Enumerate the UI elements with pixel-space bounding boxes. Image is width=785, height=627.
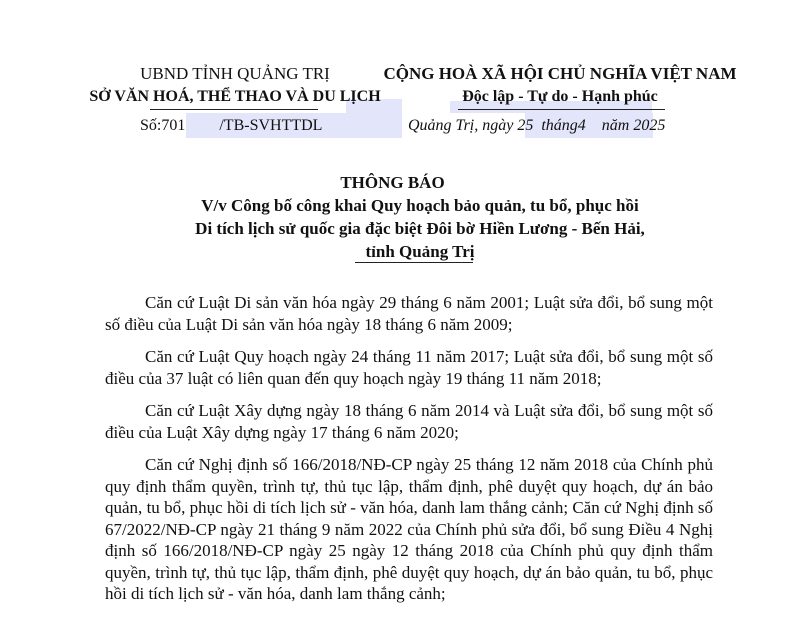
place-date bbox=[408, 117, 665, 135]
paragraph: Căn cứ Luật Di sản văn hóa ngày 29 tháng 6 năm 2001; Luật sửa đổi, bổ sung một số điều của Luật Di sản văn hóa ngày 18 tháng 6 năm 2009; bbox=[105, 293, 713, 334]
document-body bbox=[105, 292, 713, 605]
agency-underline bbox=[150, 109, 318, 110]
month-label: tháng bbox=[541, 117, 578, 134]
nation-name: CỘNG HOÀ XÃ HỘI CHỦ NGHĨA VIỆT NAM bbox=[383, 64, 737, 83]
document-number bbox=[140, 117, 322, 135]
date-year: 2025 bbox=[633, 117, 666, 134]
subject-line-3: tỉnh Quảng Trị bbox=[365, 242, 475, 261]
agency-parent: UBND TỈNH QUẢNG TRỊ bbox=[140, 64, 330, 83]
subject-line-2: Di tích lịch sử quốc gia đặc biệt Đôi bờ Hiền Lương - Bến Hải, bbox=[195, 219, 645, 238]
place-label: Quảng Trị, ngày bbox=[408, 117, 514, 134]
agency-name: SỞ VĂN HOÁ, THỂ THAO VÀ DU LỊCH bbox=[89, 88, 381, 105]
subject-line-1: V/v Công bố công khai Quy hoạch bảo quản, tu bổ, phục hồi bbox=[201, 196, 639, 215]
national-motto: Độc lập - Tự do - Hạnh phúc bbox=[462, 88, 658, 105]
title-underline bbox=[355, 262, 473, 263]
motto-underline bbox=[458, 109, 665, 110]
date-month: 4 bbox=[577, 117, 586, 134]
doc-number-suffix: /TB-SVHTTDL bbox=[219, 117, 323, 134]
doc-number-label: Số: bbox=[140, 117, 162, 134]
document-type: THÔNG BÁO bbox=[340, 173, 445, 192]
paragraph: Căn cứ Luật Xây dựng ngày 18 tháng 6 năm 2014 và Luật sửa đổi, bổ sung một số điều của Luật Xây dựng ngày 17 tháng 6 năm 2020; bbox=[105, 401, 713, 442]
paragraph: Căn cứ Nghị định số 166/2018/NĐ-CP ngày 25 tháng 12 năm 2018 của Chính phủ quy định thẩm quyền, trình tự, thủ tục lập, thẩm định, phê duyệt quy hoạch, dự án bảo quản, tu bổ, phục hồi di tích lịch sử - văn hóa, danh lam thắng cảnh; Căn cứ Nghị định số 67/2022/NĐ-CP ngày 21 tháng 9 năm 2022 của Chính phủ sửa đổi, bổ sung Điều 4 Nghị định số 166/2018/NĐ-CP ngày 25 ngày 12 tháng 2018 của Chính phủ quy định thẩm quyền, trình tự, thủ tục lập, thẩm định, phê duyệt quy hoạch, dự án bảo quản, tu bổ, phục hồi di tích lịch sử - văn hóa, danh lam thắng cảnh; bbox=[105, 455, 713, 603]
doc-number-value: 701 bbox=[161, 117, 186, 134]
year-label: năm bbox=[601, 117, 630, 134]
paragraph: Căn cứ Luật Quy hoạch ngày 24 tháng 11 năm 2017; Luật sửa đổi, bổ sung một số điều của 37 luật có liên quan đến quy hoạch ngày 19 tháng 11 năm 2018; bbox=[105, 347, 713, 388]
date-day: 25 bbox=[517, 117, 534, 134]
